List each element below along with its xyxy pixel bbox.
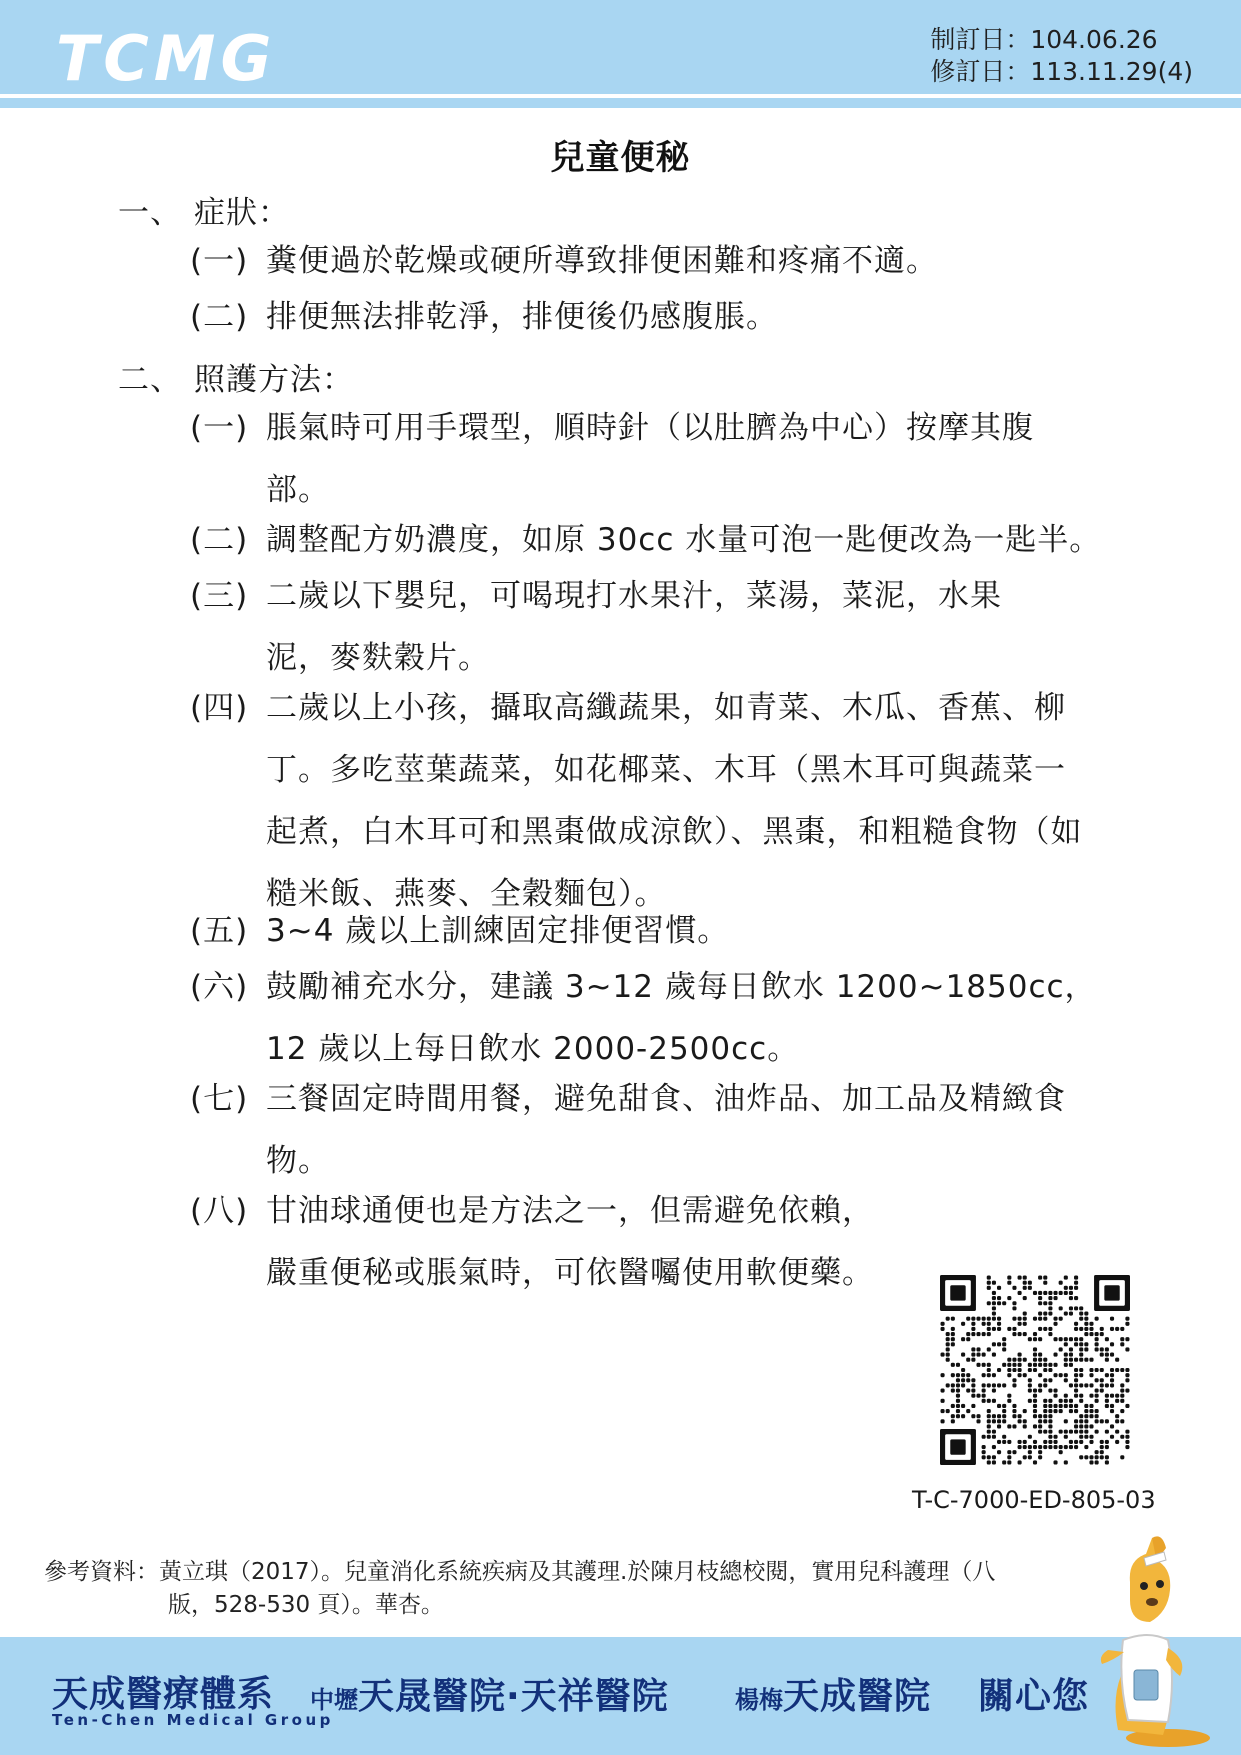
list-item-line: 泥，麥麩穀片。 [266,640,490,676]
revised-date: 修訂日：113.11.29(4) [930,57,1193,86]
list-item-line: 糙米飯、燕麥、全穀麵包）。 [266,876,667,912]
list-item-line: 調整配方奶濃度，如原 30cc 水量可泡一匙便改為一匙半。 [266,522,1102,558]
list-item-line: 嚴重便秘或脹氣時，可依醫囑使用軟便藥。 [266,1255,874,1291]
section-number: 一、 [118,195,182,231]
list-item-number: (二) [190,299,249,335]
reference-line-2: 版，528-530 頁）。華杏。 [168,1592,444,1618]
qr-code [940,1275,1130,1465]
section-number: 二、 [118,362,182,398]
list-item-line: 二歲以上小孩，攝取高纖蔬果，如青菜、木瓜、香蕉、柳 [266,690,1066,726]
list-item-text [266,956,1097,1080]
list-item-line: 排便無法排乾淨，排便後仍感腹脹。 [266,299,778,335]
footer-hospitals-zhongli [310,1668,669,1719]
footer-tagline: 關心您 [978,1676,1090,1717]
footer-location-zhongli: 中壢 [310,1686,358,1714]
footer-hospital-names-2: 天成醫院 [783,1676,932,1717]
footer-brand: 天成醫療體系 [52,1674,275,1715]
kangaroo-mascot-icon [1068,1530,1218,1752]
section-heading [118,187,290,232]
list-item-line: 丁。多吃莖葉蔬菜，如花椰菜、木耳（黑木耳可與蔬菜一 [266,752,1066,788]
list-item-text [266,509,1101,571]
footer-brand-english: Ten-Chen Medical Group [52,1711,334,1729]
list-item-line: 部。 [266,472,330,508]
section-heading [118,354,354,399]
list-item-text [266,1180,874,1304]
reference [44,1556,995,1622]
list-item-number: (一) [190,410,249,446]
page-title: 兒童便秘 [550,138,691,178]
list-item-text [266,286,778,348]
list-item-text [266,230,938,292]
list-item-line: 甘油球通便也是方法之一，但需避免依賴， [266,1193,874,1229]
footer-location-yangmei: 楊梅 [735,1686,783,1714]
list-item-text [266,900,729,962]
list-item-line: 二歲以下嬰兒，可喝現打水果汁，菜湯，菜泥，水果 [266,578,1002,614]
list-item-number: (二) [190,522,249,558]
list-item-text [266,1068,1066,1192]
list-item-number: (一) [190,243,249,279]
document-dates [930,24,1193,88]
list-item-text [266,397,1034,521]
list-item-line: 起煮，白木耳可和黑棗做成涼飲）、黑棗，和粗糙食物（如 [266,814,1083,850]
section-label: 照護方法： [194,362,354,398]
header-divider [0,98,1241,108]
document-code: T-C-7000-ED-805-03 [912,1486,1156,1514]
list-item-line: 脹氣時可用手環型，順時針（以肚臍為中心）按摩其腹 [266,410,1034,446]
list-item-number: (六) [190,969,249,1005]
list-item-line: 3~4 歲以上訓練固定排便習慣。 [266,913,730,949]
list-item-number: (七) [190,1081,249,1117]
list-item-number: (四) [190,690,249,726]
section-label: 症狀： [194,195,290,231]
made-date: 制訂日：104.06.26 [930,25,1158,54]
footer-hospital-names-1: 天晟醫院·天祥醫院 [358,1676,669,1717]
reference-line-1: 參考資料：黃立琪（2017）。兒童消化系統疾病及其護理.於陳月枝總校閱，實用兒科護理（八 [44,1559,996,1585]
list-item-line: 物。 [266,1143,330,1179]
list-item-number: (三) [190,578,249,614]
list-item-line: 糞便過於乾燥或硬所導致排便困難和疼痛不適。 [266,243,938,279]
list-item-text [266,677,1083,925]
list-item-line: 三餐固定時間用餐，避免甜食、油炸品、加工品及精緻食 [266,1081,1066,1117]
list-item-number: (五) [190,913,249,949]
footer-hospitals-yangmei [735,1668,931,1719]
list-item-line: 12 歲以上每日飲水 2000-2500cc。 [266,1031,800,1067]
list-item-line: 鼓勵補充水分，建議 3~12 歲每日飲水 1200~1850cc， [266,969,1097,1005]
list-item-number: (八) [190,1193,249,1229]
tcmg-logo: TCMG [56,22,277,95]
list-item-text [266,565,1002,689]
